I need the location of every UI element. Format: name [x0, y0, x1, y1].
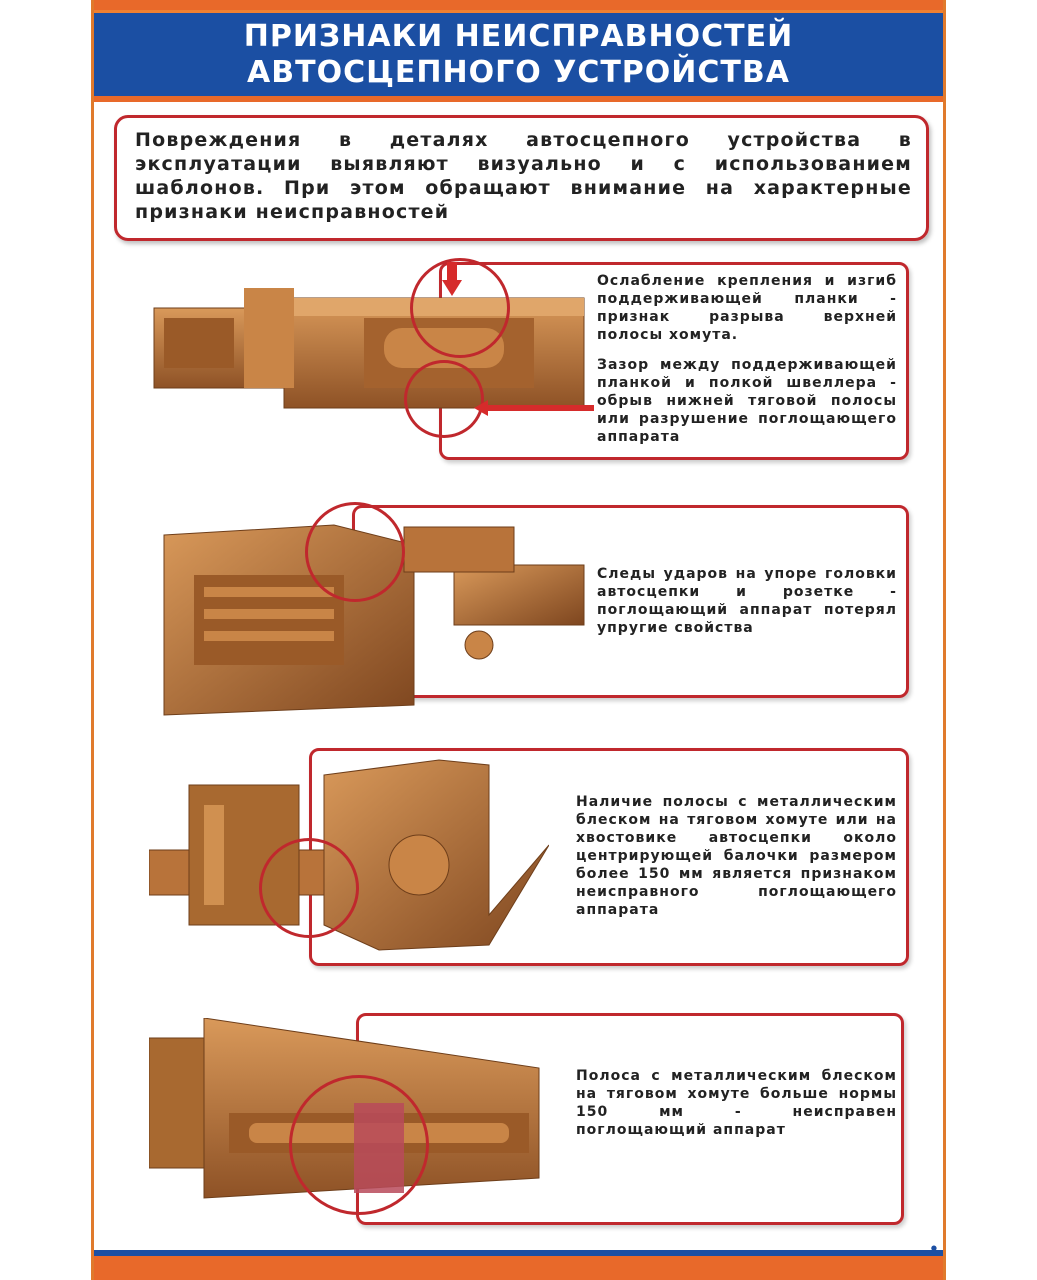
item-1-text: [597, 272, 897, 458]
item-2-text: [597, 565, 897, 649]
header-banner: [94, 10, 943, 102]
intro-text: Повреждения в деталях автосцепного устройства в эксплуатации выявляют визуально и с использованием шаблонов. При этом обращают внимание на характерные признаки неисправностей: [135, 129, 912, 223]
item-2-para-1: Следы ударов на упоре головки автосцепки и розетке - поглощающий аппарат потерял упругие свойства: [597, 566, 897, 636]
poster: [91, 0, 946, 1280]
item-1-para-1: Ослабление крепления и изгиб поддерживающей планки - признак разрыва верхней полосы хомута.: [597, 273, 897, 343]
highlight-ring-2: [305, 502, 405, 602]
intro-box: [114, 115, 929, 241]
highlight-ring-1b: [404, 360, 484, 438]
highlight-ring-4: [289, 1075, 429, 1215]
page-title: ПРИЗНАКИ НЕИСПРАВНОСТЕЙ АВТОСЦЕПНОГО УСТРОЙСТВА: [243, 18, 794, 90]
item-4-para-1: Полоса с металлическим блеском на тяговом хомуте больше нормы 150 мм - неисправен поглощающий аппарат: [576, 1068, 897, 1138]
publisher-logo-icon: ●: [930, 1244, 937, 1252]
coupler-illustration-3: [149, 755, 549, 955]
arrow-down-icon: [442, 262, 462, 296]
item-1-para-2: Зазор между поддерживающей планкой и полкой швеллера - обрыв нижней тяговой полосы или разрушение поглощающего аппарата: [597, 357, 897, 445]
item-3-text: [576, 793, 897, 931]
bottom-stripe: [94, 1256, 943, 1280]
item-3-para-1: Наличие полосы с металлическим блеском на тяговом хомуте или на хвостовике автосцепки около центрирующей балочки размером более 150 мм является признаком неисправного поглощающего аппарата: [576, 794, 897, 918]
highlight-ring-3: [259, 838, 359, 938]
item-4-text: [576, 1067, 897, 1151]
arrow-left-icon: [474, 398, 594, 418]
